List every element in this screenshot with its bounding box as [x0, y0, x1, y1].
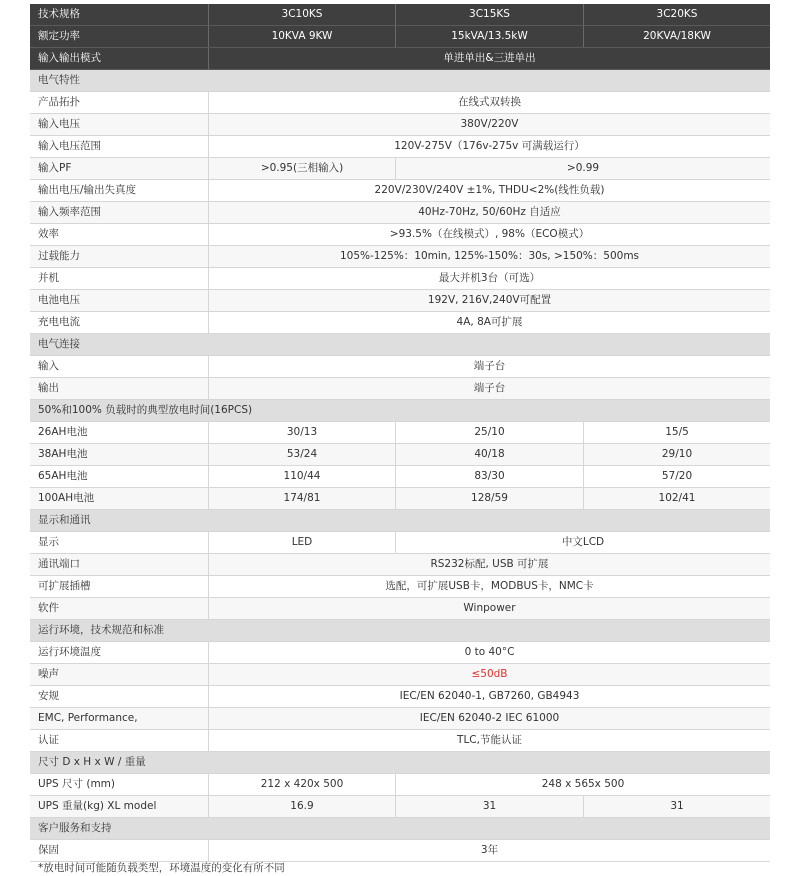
section-header [30, 70, 770, 92]
row-label: 显示 [38, 536, 59, 548]
row-value: 128/59 [395, 488, 583, 509]
row-value: 16.9 [208, 796, 395, 817]
table-row [30, 488, 770, 510]
row-value: 15/5 [583, 422, 770, 443]
row-value: RS232标配, USB 可扩展 [208, 554, 770, 575]
table-row [30, 356, 770, 378]
row-value: 57/20 [583, 466, 770, 487]
table-row [30, 224, 770, 246]
row-label: UPS 尺寸 (mm) [38, 778, 116, 790]
table-row [30, 290, 770, 312]
row-label: 通讯端口 [38, 558, 80, 570]
row-value: 在线式双转换 [208, 92, 770, 113]
model-3c15ks: 3C15KS [395, 4, 583, 25]
table-row [30, 576, 770, 598]
row-label: 效率 [38, 228, 59, 240]
section-header [30, 400, 770, 422]
table-row [30, 708, 770, 730]
row-label: 26AH电池 [38, 426, 88, 438]
row-label: 电池电压 [38, 294, 80, 306]
table-row [30, 246, 770, 268]
row-value: 110/44 [208, 466, 395, 487]
table-row [30, 686, 770, 708]
table-header-row [30, 4, 770, 26]
section-header [30, 818, 770, 840]
row-value: 212 x 420x 500 [208, 774, 395, 795]
section-title: 50%和100% 负载时的典型放电时间(16PCS) [38, 404, 253, 416]
table-row [30, 774, 770, 796]
table-row [30, 422, 770, 444]
footnote: *放电时间可能随负载类型，环境温度的变化有所不同 [38, 862, 285, 874]
row-value: 40Hz-70Hz, 50/60Hz 自适应 [208, 202, 770, 223]
row-value: Winpower [208, 598, 770, 619]
section-title: 运行环境，技术规范和标准 [38, 624, 164, 636]
row-value: 最大并机3台（可选） [208, 268, 770, 289]
table-row [30, 158, 770, 180]
row-value: 单进单出&三进单出 [208, 48, 770, 69]
row-label: EMC, Performance, [38, 712, 138, 724]
row-value: 105%-125%：10min, 125%-150%：30s, >150%：500ms [208, 246, 770, 267]
row-value: 15kVA/13.5kW [395, 26, 583, 47]
section-header [30, 752, 770, 774]
row-label: 过载能力 [38, 250, 80, 262]
row-value: 端子台 [208, 378, 770, 399]
table-row [30, 840, 770, 862]
table-row [30, 202, 770, 224]
row-label: 保固 [38, 844, 59, 856]
table-row [30, 268, 770, 290]
table-row [30, 598, 770, 620]
row-label: 38AH电池 [38, 448, 88, 460]
model-3c20ks: 3C20KS [583, 4, 770, 25]
table-row [30, 378, 770, 400]
row-value: 0 to 40°C [208, 642, 770, 663]
row-value: 端子台 [208, 356, 770, 377]
row-label: 100AH电池 [38, 492, 95, 504]
row-label: 充电电流 [38, 316, 80, 328]
table-row [30, 136, 770, 158]
row-value: 中文LCD [395, 532, 770, 553]
row-value: 29/10 [583, 444, 770, 465]
row-label: 输入电压范围 [38, 140, 101, 152]
row-value: 30/13 [208, 422, 395, 443]
table-row [30, 48, 770, 70]
section-title: 电气连接 [38, 338, 80, 350]
row-value: 31 [583, 796, 770, 817]
row-label: 认证 [38, 734, 59, 746]
section-title: 显示和通讯 [38, 514, 91, 526]
row-label: 安规 [38, 690, 59, 702]
row-value: 83/30 [395, 466, 583, 487]
row-label: 输入频率范围 [38, 206, 101, 218]
table-body [30, 26, 770, 862]
row-value: LED [208, 532, 395, 553]
row-label: 额定功率 [38, 30, 80, 42]
table-row [30, 444, 770, 466]
row-value: 102/41 [583, 488, 770, 509]
row-value: ≤50dB [208, 664, 770, 685]
row-value: IEC/EN 62040-1, GB7260, GB4943 [208, 686, 770, 707]
row-value: >93.5%（在线模式）, 98%（ECO模式） [208, 224, 770, 245]
section-title: 客户服务和支持 [38, 822, 112, 834]
row-value: 20KVA/18KW [583, 26, 770, 47]
row-value: 220V/230V/240V ±1%, THDU<2%(线性负载) [208, 180, 770, 201]
row-label: 输出 [38, 382, 59, 394]
row-label: 软件 [38, 602, 59, 614]
table-row [30, 180, 770, 202]
table-row [30, 730, 770, 752]
section-title: 电气特性 [38, 74, 80, 86]
row-value: 25/10 [395, 422, 583, 443]
row-value: >0.99 [395, 158, 770, 179]
table-row [30, 554, 770, 576]
table-row [30, 114, 770, 136]
row-label: 输入PF [38, 162, 72, 174]
row-value: 380V/220V [208, 114, 770, 135]
row-label: 输入输出模式 [38, 52, 101, 64]
row-value: 31 [395, 796, 583, 817]
row-value: 10KVA 9KW [208, 26, 395, 47]
row-value: 选配，可扩展USB卡，MODBUS卡，NMC卡 [208, 576, 770, 597]
section-header [30, 510, 770, 532]
spec-table [30, 4, 770, 862]
table-row [30, 466, 770, 488]
row-value: 4A, 8A可扩展 [208, 312, 770, 333]
header-label: 技术规格 [38, 8, 80, 20]
row-label: UPS 重量(kg) XL model [38, 800, 157, 812]
row-value: 3年 [208, 840, 770, 861]
row-label: 产品拓扑 [38, 96, 80, 108]
table-row [30, 532, 770, 554]
table-row [30, 312, 770, 334]
model-3c10ks: 3C10KS [208, 4, 395, 25]
row-label: 输入 [38, 360, 59, 372]
row-value: >0.95(三相输入) [208, 158, 395, 179]
row-value: 53/24 [208, 444, 395, 465]
row-value: IEC/EN 62040-2 IEC 61000 [208, 708, 770, 729]
row-label: 并机 [38, 272, 59, 284]
row-label: 65AH电池 [38, 470, 88, 482]
table-row [30, 642, 770, 664]
section-header [30, 334, 770, 356]
table-row [30, 92, 770, 114]
row-value: 174/81 [208, 488, 395, 509]
table-row [30, 26, 770, 48]
table-row [30, 664, 770, 686]
row-label: 输出电压/输出失真度 [38, 184, 137, 196]
row-value: 192V, 216V,240V可配置 [208, 290, 770, 311]
row-value: 248 x 565x 500 [395, 774, 770, 795]
section-title: 尺寸 D x H x W / 重量 [38, 756, 146, 768]
row-value: 40/18 [395, 444, 583, 465]
row-label: 运行环境温度 [38, 646, 101, 658]
table-row [30, 796, 770, 818]
row-value: 120V-275V（176v-275v 可满载运行） [208, 136, 770, 157]
row-label: 可扩展插槽 [38, 580, 91, 592]
row-label: 输入电压 [38, 118, 80, 130]
row-label: 噪声 [38, 668, 59, 680]
section-header [30, 620, 770, 642]
row-value: TLC,节能认证 [208, 730, 770, 751]
